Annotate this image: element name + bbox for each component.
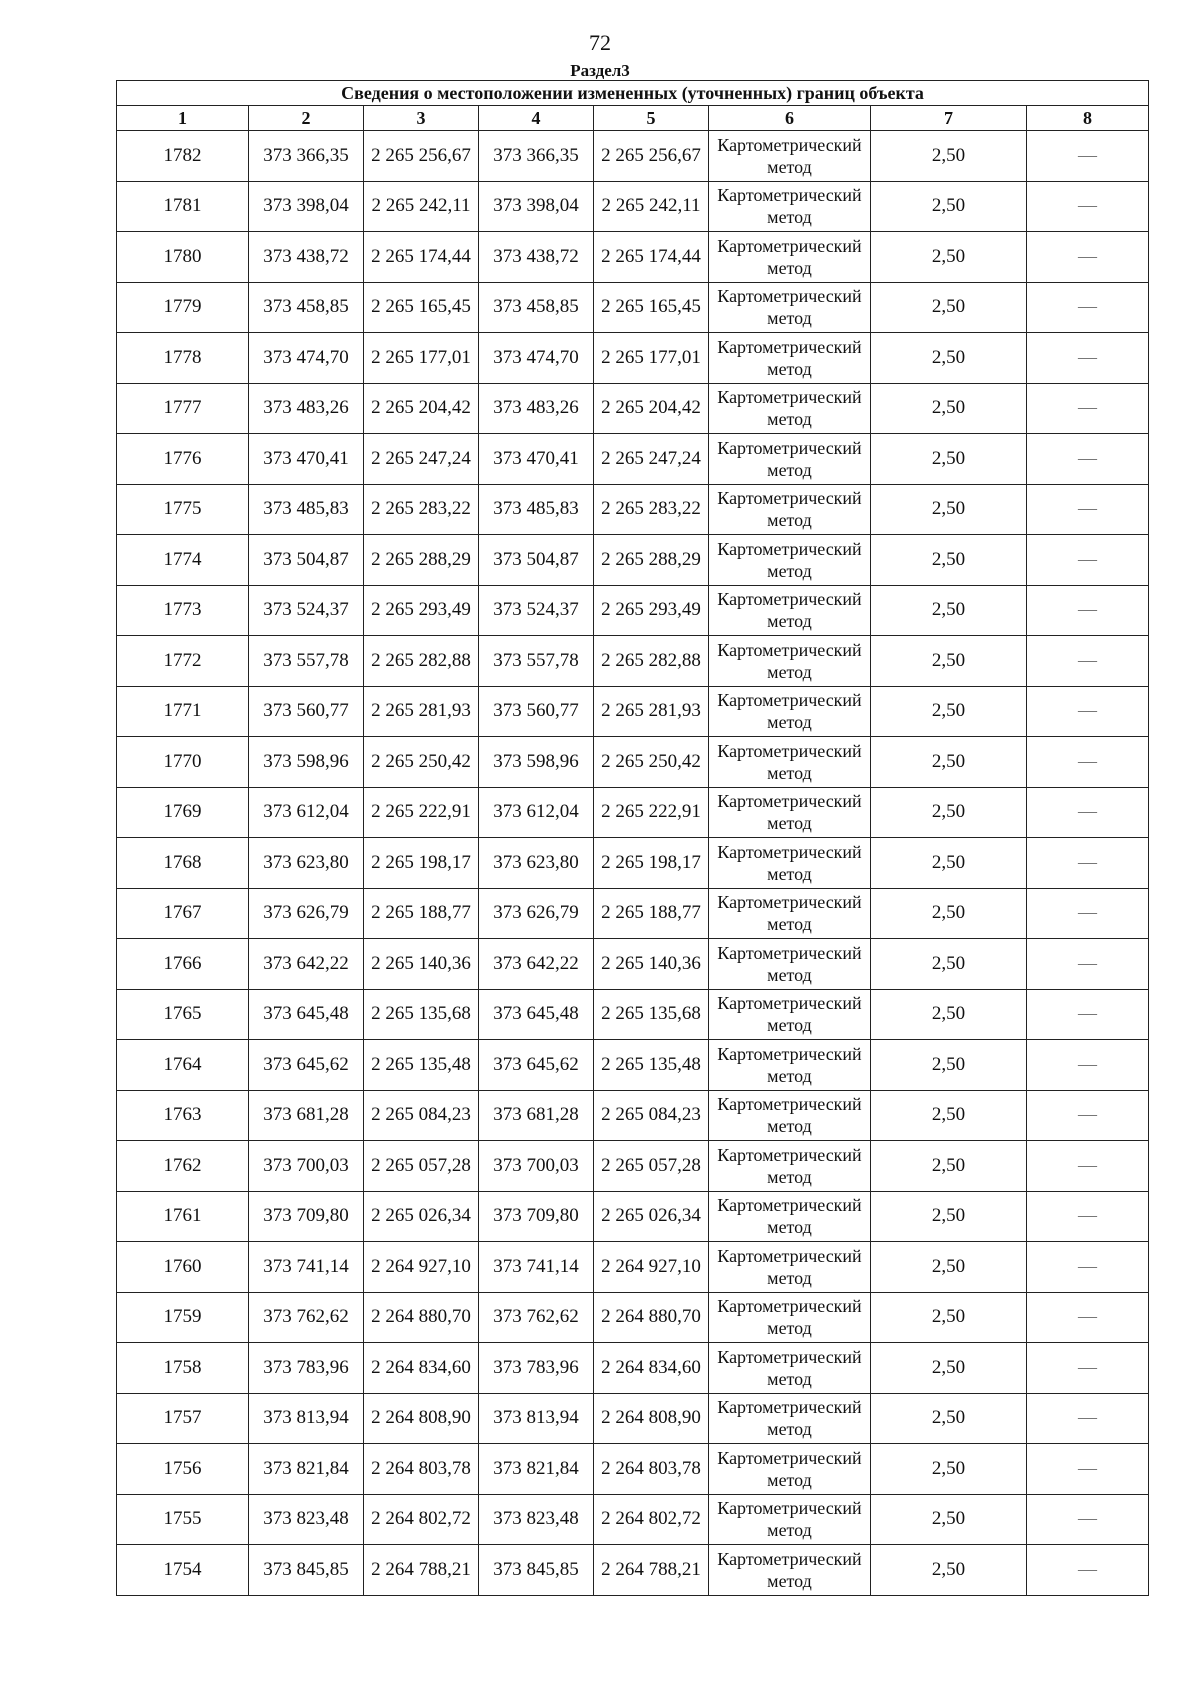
refined-y-cell: 2 265 135,68 bbox=[594, 989, 709, 1040]
note-cell: — bbox=[1027, 484, 1149, 535]
refined-x-cell: 373 470,41 bbox=[479, 434, 594, 485]
table-row bbox=[117, 535, 1149, 586]
refined-x-cell: 373 398,04 bbox=[479, 181, 594, 232]
point-number-cell: 1773 bbox=[117, 585, 249, 636]
point-number-cell: 1777 bbox=[117, 383, 249, 434]
accuracy-cell: 2,50 bbox=[871, 333, 1027, 384]
refined-x-cell: 373 823,48 bbox=[479, 1494, 594, 1545]
column-header: 4 bbox=[479, 106, 594, 131]
method-cell: Картометрический метод bbox=[709, 434, 871, 485]
refined-x-cell: 373 560,77 bbox=[479, 686, 594, 737]
existing-x-cell: 373 700,03 bbox=[249, 1141, 364, 1192]
existing-x-cell: 373 709,80 bbox=[249, 1191, 364, 1242]
table-header-row bbox=[117, 106, 1149, 131]
refined-x-cell: 373 438,72 bbox=[479, 232, 594, 283]
column-header: 6 bbox=[709, 106, 871, 131]
refined-y-cell: 2 265 165,45 bbox=[594, 282, 709, 333]
refined-x-cell: 373 642,22 bbox=[479, 939, 594, 990]
table-caption-row bbox=[117, 81, 1149, 106]
note-cell: — bbox=[1027, 737, 1149, 788]
refined-x-cell: 373 681,28 bbox=[479, 1090, 594, 1141]
refined-x-cell: 373 645,48 bbox=[479, 989, 594, 1040]
table-row bbox=[117, 131, 1149, 182]
existing-x-cell: 373 483,26 bbox=[249, 383, 364, 434]
point-number-cell: 1772 bbox=[117, 636, 249, 687]
existing-x-cell: 373 612,04 bbox=[249, 787, 364, 838]
existing-y-cell: 2 265 281,93 bbox=[364, 686, 479, 737]
accuracy-cell: 2,50 bbox=[871, 383, 1027, 434]
existing-x-cell: 373 645,48 bbox=[249, 989, 364, 1040]
existing-y-cell: 2 265 026,34 bbox=[364, 1191, 479, 1242]
table-row bbox=[117, 888, 1149, 939]
refined-y-cell: 2 265 198,17 bbox=[594, 838, 709, 889]
table-row bbox=[117, 484, 1149, 535]
refined-y-cell: 2 265 283,22 bbox=[594, 484, 709, 535]
existing-x-cell: 373 458,85 bbox=[249, 282, 364, 333]
note-cell: — bbox=[1027, 282, 1149, 333]
table-row bbox=[117, 1242, 1149, 1293]
refined-x-cell: 373 623,80 bbox=[479, 838, 594, 889]
refined-x-cell: 373 762,62 bbox=[479, 1292, 594, 1343]
point-number-cell: 1768 bbox=[117, 838, 249, 889]
table-row bbox=[117, 1545, 1149, 1596]
accuracy-cell: 2,50 bbox=[871, 838, 1027, 889]
table-row bbox=[117, 1141, 1149, 1192]
accuracy-cell: 2,50 bbox=[871, 1343, 1027, 1394]
note-cell: — bbox=[1027, 232, 1149, 283]
point-number-cell: 1766 bbox=[117, 939, 249, 990]
point-number-cell: 1779 bbox=[117, 282, 249, 333]
column-header: 2 bbox=[249, 106, 364, 131]
existing-x-cell: 373 470,41 bbox=[249, 434, 364, 485]
accuracy-cell: 2,50 bbox=[871, 1494, 1027, 1545]
existing-x-cell: 373 823,48 bbox=[249, 1494, 364, 1545]
point-number-cell: 1755 bbox=[117, 1494, 249, 1545]
note-cell: — bbox=[1027, 939, 1149, 990]
accuracy-cell: 2,50 bbox=[871, 1292, 1027, 1343]
refined-y-cell: 2 264 834,60 bbox=[594, 1343, 709, 1394]
accuracy-cell: 2,50 bbox=[871, 131, 1027, 182]
method-cell: Картометрический метод bbox=[709, 1292, 871, 1343]
existing-y-cell: 2 264 834,60 bbox=[364, 1343, 479, 1394]
note-cell: — bbox=[1027, 1141, 1149, 1192]
existing-x-cell: 373 366,35 bbox=[249, 131, 364, 182]
refined-x-cell: 373 524,37 bbox=[479, 585, 594, 636]
refined-x-cell: 373 485,83 bbox=[479, 484, 594, 535]
method-cell: Картометрический метод bbox=[709, 1141, 871, 1192]
existing-y-cell: 2 265 165,45 bbox=[364, 282, 479, 333]
note-cell: — bbox=[1027, 1191, 1149, 1242]
existing-y-cell: 2 264 802,72 bbox=[364, 1494, 479, 1545]
table-row bbox=[117, 686, 1149, 737]
refined-x-cell: 373 700,03 bbox=[479, 1141, 594, 1192]
existing-y-cell: 2 265 140,36 bbox=[364, 939, 479, 990]
refined-x-cell: 373 783,96 bbox=[479, 1343, 594, 1394]
method-cell: Картометрический метод bbox=[709, 787, 871, 838]
method-cell: Картометрический метод bbox=[709, 535, 871, 586]
table-row bbox=[117, 383, 1149, 434]
point-number-cell: 1774 bbox=[117, 535, 249, 586]
method-cell: Картометрический метод bbox=[709, 1444, 871, 1495]
existing-x-cell: 373 598,96 bbox=[249, 737, 364, 788]
existing-y-cell: 2 265 084,23 bbox=[364, 1090, 479, 1141]
point-number-cell: 1770 bbox=[117, 737, 249, 788]
point-number-cell: 1769 bbox=[117, 787, 249, 838]
table-row bbox=[117, 333, 1149, 384]
existing-x-cell: 373 821,84 bbox=[249, 1444, 364, 1495]
refined-x-cell: 373 612,04 bbox=[479, 787, 594, 838]
refined-y-cell: 2 265 135,48 bbox=[594, 1040, 709, 1091]
note-cell: — bbox=[1027, 1040, 1149, 1091]
existing-x-cell: 373 398,04 bbox=[249, 181, 364, 232]
column-header: 1 bbox=[117, 106, 249, 131]
existing-x-cell: 373 741,14 bbox=[249, 1242, 364, 1293]
refined-y-cell: 2 265 288,29 bbox=[594, 535, 709, 586]
table-row bbox=[117, 585, 1149, 636]
existing-x-cell: 373 642,22 bbox=[249, 939, 364, 990]
method-cell: Картометрический метод bbox=[709, 1343, 871, 1394]
refined-y-cell: 2 265 204,42 bbox=[594, 383, 709, 434]
existing-y-cell: 2 265 283,22 bbox=[364, 484, 479, 535]
existing-y-cell: 2 265 177,01 bbox=[364, 333, 479, 384]
method-cell: Картометрический метод bbox=[709, 333, 871, 384]
refined-y-cell: 2 265 174,44 bbox=[594, 232, 709, 283]
point-number-cell: 1780 bbox=[117, 232, 249, 283]
method-cell: Картометрический метод bbox=[709, 939, 871, 990]
refined-y-cell: 2 264 788,21 bbox=[594, 1545, 709, 1596]
refined-y-cell: 2 264 802,72 bbox=[594, 1494, 709, 1545]
note-cell: — bbox=[1027, 1545, 1149, 1596]
existing-x-cell: 373 438,72 bbox=[249, 232, 364, 283]
point-number-cell: 1771 bbox=[117, 686, 249, 737]
column-header: 7 bbox=[871, 106, 1027, 131]
note-cell: — bbox=[1027, 1393, 1149, 1444]
refined-y-cell: 2 264 927,10 bbox=[594, 1242, 709, 1293]
point-number-cell: 1781 bbox=[117, 181, 249, 232]
refined-y-cell: 2 264 808,90 bbox=[594, 1393, 709, 1444]
accuracy-cell: 2,50 bbox=[871, 1040, 1027, 1091]
existing-y-cell: 2 265 188,77 bbox=[364, 888, 479, 939]
note-cell: — bbox=[1027, 181, 1149, 232]
existing-y-cell: 2 265 222,91 bbox=[364, 787, 479, 838]
refined-y-cell: 2 265 222,91 bbox=[594, 787, 709, 838]
method-cell: Картометрический метод bbox=[709, 1040, 871, 1091]
point-number-cell: 1758 bbox=[117, 1343, 249, 1394]
refined-x-cell: 373 474,70 bbox=[479, 333, 594, 384]
accuracy-cell: 2,50 bbox=[871, 1444, 1027, 1495]
point-number-cell: 1757 bbox=[117, 1393, 249, 1444]
refined-y-cell: 2 265 247,24 bbox=[594, 434, 709, 485]
existing-x-cell: 373 845,85 bbox=[249, 1545, 364, 1596]
accuracy-cell: 2,50 bbox=[871, 535, 1027, 586]
accuracy-cell: 2,50 bbox=[871, 787, 1027, 838]
existing-y-cell: 2 265 250,42 bbox=[364, 737, 479, 788]
point-number-cell: 1765 bbox=[117, 989, 249, 1040]
method-cell: Картометрический метод bbox=[709, 686, 871, 737]
method-cell: Картометрический метод bbox=[709, 1545, 871, 1596]
existing-y-cell: 2 265 174,44 bbox=[364, 232, 479, 283]
refined-x-cell: 373 598,96 bbox=[479, 737, 594, 788]
table-row bbox=[117, 636, 1149, 687]
point-number-cell: 1778 bbox=[117, 333, 249, 384]
existing-x-cell: 373 626,79 bbox=[249, 888, 364, 939]
point-number-cell: 1764 bbox=[117, 1040, 249, 1091]
note-cell: — bbox=[1027, 585, 1149, 636]
existing-y-cell: 2 264 927,10 bbox=[364, 1242, 479, 1293]
existing-x-cell: 373 560,77 bbox=[249, 686, 364, 737]
table-row bbox=[117, 232, 1149, 283]
existing-y-cell: 2 265 256,67 bbox=[364, 131, 479, 182]
refined-x-cell: 373 504,87 bbox=[479, 535, 594, 586]
accuracy-cell: 2,50 bbox=[871, 1545, 1027, 1596]
table-row bbox=[117, 1292, 1149, 1343]
accuracy-cell: 2,50 bbox=[871, 888, 1027, 939]
refined-y-cell: 2 265 250,42 bbox=[594, 737, 709, 788]
refined-y-cell: 2 265 256,67 bbox=[594, 131, 709, 182]
existing-x-cell: 373 504,87 bbox=[249, 535, 364, 586]
method-cell: Картометрический метод bbox=[709, 585, 871, 636]
existing-x-cell: 373 474,70 bbox=[249, 333, 364, 384]
accuracy-cell: 2,50 bbox=[871, 282, 1027, 333]
method-cell: Картометрический метод bbox=[709, 282, 871, 333]
refined-y-cell: 2 265 242,11 bbox=[594, 181, 709, 232]
existing-x-cell: 373 681,28 bbox=[249, 1090, 364, 1141]
column-header: 8 bbox=[1027, 106, 1149, 131]
method-cell: Картометрический метод bbox=[709, 737, 871, 788]
note-cell: — bbox=[1027, 1444, 1149, 1495]
refined-x-cell: 373 821,84 bbox=[479, 1444, 594, 1495]
refined-y-cell: 2 264 880,70 bbox=[594, 1292, 709, 1343]
table-row bbox=[117, 787, 1149, 838]
refined-y-cell: 2 264 803,78 bbox=[594, 1444, 709, 1495]
page-number: 72 bbox=[589, 30, 611, 55]
note-cell: — bbox=[1027, 989, 1149, 1040]
existing-x-cell: 373 783,96 bbox=[249, 1343, 364, 1394]
point-number-cell: 1761 bbox=[117, 1191, 249, 1242]
existing-y-cell: 2 265 293,49 bbox=[364, 585, 479, 636]
method-cell: Картометрический метод bbox=[709, 888, 871, 939]
accuracy-cell: 2,50 bbox=[871, 737, 1027, 788]
method-cell: Картометрический метод bbox=[709, 484, 871, 535]
existing-y-cell: 2 265 204,42 bbox=[364, 383, 479, 434]
table-row bbox=[117, 181, 1149, 232]
accuracy-cell: 2,50 bbox=[871, 1191, 1027, 1242]
refined-x-cell: 373 645,62 bbox=[479, 1040, 594, 1091]
section-title: Раздел3 bbox=[570, 61, 630, 80]
existing-x-cell: 373 557,78 bbox=[249, 636, 364, 687]
existing-y-cell: 2 264 808,90 bbox=[364, 1393, 479, 1444]
existing-y-cell: 2 265 288,29 bbox=[364, 535, 479, 586]
existing-y-cell: 2 265 282,88 bbox=[364, 636, 479, 687]
table-row bbox=[117, 1444, 1149, 1495]
refined-x-cell: 373 626,79 bbox=[479, 888, 594, 939]
existing-x-cell: 373 623,80 bbox=[249, 838, 364, 889]
note-cell: — bbox=[1027, 383, 1149, 434]
table-row bbox=[117, 1040, 1149, 1091]
method-cell: Картометрический метод bbox=[709, 1494, 871, 1545]
note-cell: — bbox=[1027, 1242, 1149, 1293]
method-cell: Картометрический метод bbox=[709, 181, 871, 232]
boundary-coordinates-table bbox=[116, 80, 1149, 1596]
accuracy-cell: 2,50 bbox=[871, 232, 1027, 283]
point-number-cell: 1756 bbox=[117, 1444, 249, 1495]
existing-x-cell: 373 645,62 bbox=[249, 1040, 364, 1091]
accuracy-cell: 2,50 bbox=[871, 1242, 1027, 1293]
method-cell: Картометрический метод bbox=[709, 1090, 871, 1141]
note-cell: — bbox=[1027, 434, 1149, 485]
table-row bbox=[117, 1090, 1149, 1141]
refined-x-cell: 373 845,85 bbox=[479, 1545, 594, 1596]
point-number-cell: 1759 bbox=[117, 1292, 249, 1343]
note-cell: — bbox=[1027, 333, 1149, 384]
note-cell: — bbox=[1027, 535, 1149, 586]
existing-y-cell: 2 264 788,21 bbox=[364, 1545, 479, 1596]
accuracy-cell: 2,50 bbox=[871, 1090, 1027, 1141]
method-cell: Картометрический метод bbox=[709, 1393, 871, 1444]
point-number-cell: 1763 bbox=[117, 1090, 249, 1141]
existing-y-cell: 2 265 057,28 bbox=[364, 1141, 479, 1192]
refined-y-cell: 2 265 293,49 bbox=[594, 585, 709, 636]
point-number-cell: 1760 bbox=[117, 1242, 249, 1293]
table-row bbox=[117, 737, 1149, 788]
note-cell: — bbox=[1027, 787, 1149, 838]
method-cell: Картометрический метод bbox=[709, 636, 871, 687]
accuracy-cell: 2,50 bbox=[871, 585, 1027, 636]
note-cell: — bbox=[1027, 1292, 1149, 1343]
method-cell: Картометрический метод bbox=[709, 838, 871, 889]
point-number-cell: 1776 bbox=[117, 434, 249, 485]
refined-x-cell: 373 366,35 bbox=[479, 131, 594, 182]
table-row bbox=[117, 1191, 1149, 1242]
refined-y-cell: 2 265 084,23 bbox=[594, 1090, 709, 1141]
existing-y-cell: 2 265 242,11 bbox=[364, 181, 479, 232]
refined-y-cell: 2 265 281,93 bbox=[594, 686, 709, 737]
existing-y-cell: 2 264 880,70 bbox=[364, 1292, 479, 1343]
existing-x-cell: 373 524,37 bbox=[249, 585, 364, 636]
refined-x-cell: 373 458,85 bbox=[479, 282, 594, 333]
existing-y-cell: 2 265 247,24 bbox=[364, 434, 479, 485]
column-header: 3 bbox=[364, 106, 479, 131]
method-cell: Картометрический метод bbox=[709, 383, 871, 434]
note-cell: — bbox=[1027, 1090, 1149, 1141]
accuracy-cell: 2,50 bbox=[871, 989, 1027, 1040]
accuracy-cell: 2,50 bbox=[871, 434, 1027, 485]
accuracy-cell: 2,50 bbox=[871, 484, 1027, 535]
refined-y-cell: 2 265 188,77 bbox=[594, 888, 709, 939]
column-header: 5 bbox=[594, 106, 709, 131]
note-cell: — bbox=[1027, 1343, 1149, 1394]
refined-x-cell: 373 557,78 bbox=[479, 636, 594, 687]
accuracy-cell: 2,50 bbox=[871, 1393, 1027, 1444]
accuracy-cell: 2,50 bbox=[871, 939, 1027, 990]
existing-x-cell: 373 813,94 bbox=[249, 1393, 364, 1444]
method-cell: Картометрический метод bbox=[709, 1242, 871, 1293]
refined-x-cell: 373 813,94 bbox=[479, 1393, 594, 1444]
table-row bbox=[117, 282, 1149, 333]
refined-y-cell: 2 265 026,34 bbox=[594, 1191, 709, 1242]
refined-y-cell: 2 265 057,28 bbox=[594, 1141, 709, 1192]
existing-y-cell: 2 264 803,78 bbox=[364, 1444, 479, 1495]
note-cell: — bbox=[1027, 838, 1149, 889]
note-cell: — bbox=[1027, 636, 1149, 687]
accuracy-cell: 2,50 bbox=[871, 636, 1027, 687]
table-row bbox=[117, 1494, 1149, 1545]
point-number-cell: 1762 bbox=[117, 1141, 249, 1192]
existing-x-cell: 373 485,83 bbox=[249, 484, 364, 535]
method-cell: Картометрический метод bbox=[709, 989, 871, 1040]
existing-y-cell: 2 265 135,48 bbox=[364, 1040, 479, 1091]
existing-y-cell: 2 265 135,68 bbox=[364, 989, 479, 1040]
refined-y-cell: 2 265 282,88 bbox=[594, 636, 709, 687]
table-row bbox=[117, 989, 1149, 1040]
point-number-cell: 1767 bbox=[117, 888, 249, 939]
accuracy-cell: 2,50 bbox=[871, 181, 1027, 232]
table-row bbox=[117, 1393, 1149, 1444]
accuracy-cell: 2,50 bbox=[871, 686, 1027, 737]
table-row bbox=[117, 838, 1149, 889]
method-cell: Картометрический метод bbox=[709, 232, 871, 283]
accuracy-cell: 2,50 bbox=[871, 1141, 1027, 1192]
refined-x-cell: 373 709,80 bbox=[479, 1191, 594, 1242]
note-cell: — bbox=[1027, 686, 1149, 737]
note-cell: — bbox=[1027, 131, 1149, 182]
table-row bbox=[117, 1343, 1149, 1394]
refined-x-cell: 373 483,26 bbox=[479, 383, 594, 434]
point-number-cell: 1782 bbox=[117, 131, 249, 182]
method-cell: Картометрический метод bbox=[709, 1191, 871, 1242]
point-number-cell: 1754 bbox=[117, 1545, 249, 1596]
refined-y-cell: 2 265 177,01 bbox=[594, 333, 709, 384]
point-number-cell: 1775 bbox=[117, 484, 249, 535]
table-caption: Сведения о местоположении измененных (уточненных) границ объекта bbox=[117, 81, 1149, 106]
method-cell: Картометрический метод bbox=[709, 131, 871, 182]
existing-y-cell: 2 265 198,17 bbox=[364, 838, 479, 889]
existing-x-cell: 373 762,62 bbox=[249, 1292, 364, 1343]
refined-x-cell: 373 741,14 bbox=[479, 1242, 594, 1293]
table-row bbox=[117, 939, 1149, 990]
note-cell: — bbox=[1027, 1494, 1149, 1545]
table-row bbox=[117, 434, 1149, 485]
note-cell: — bbox=[1027, 888, 1149, 939]
refined-y-cell: 2 265 140,36 bbox=[594, 939, 709, 990]
